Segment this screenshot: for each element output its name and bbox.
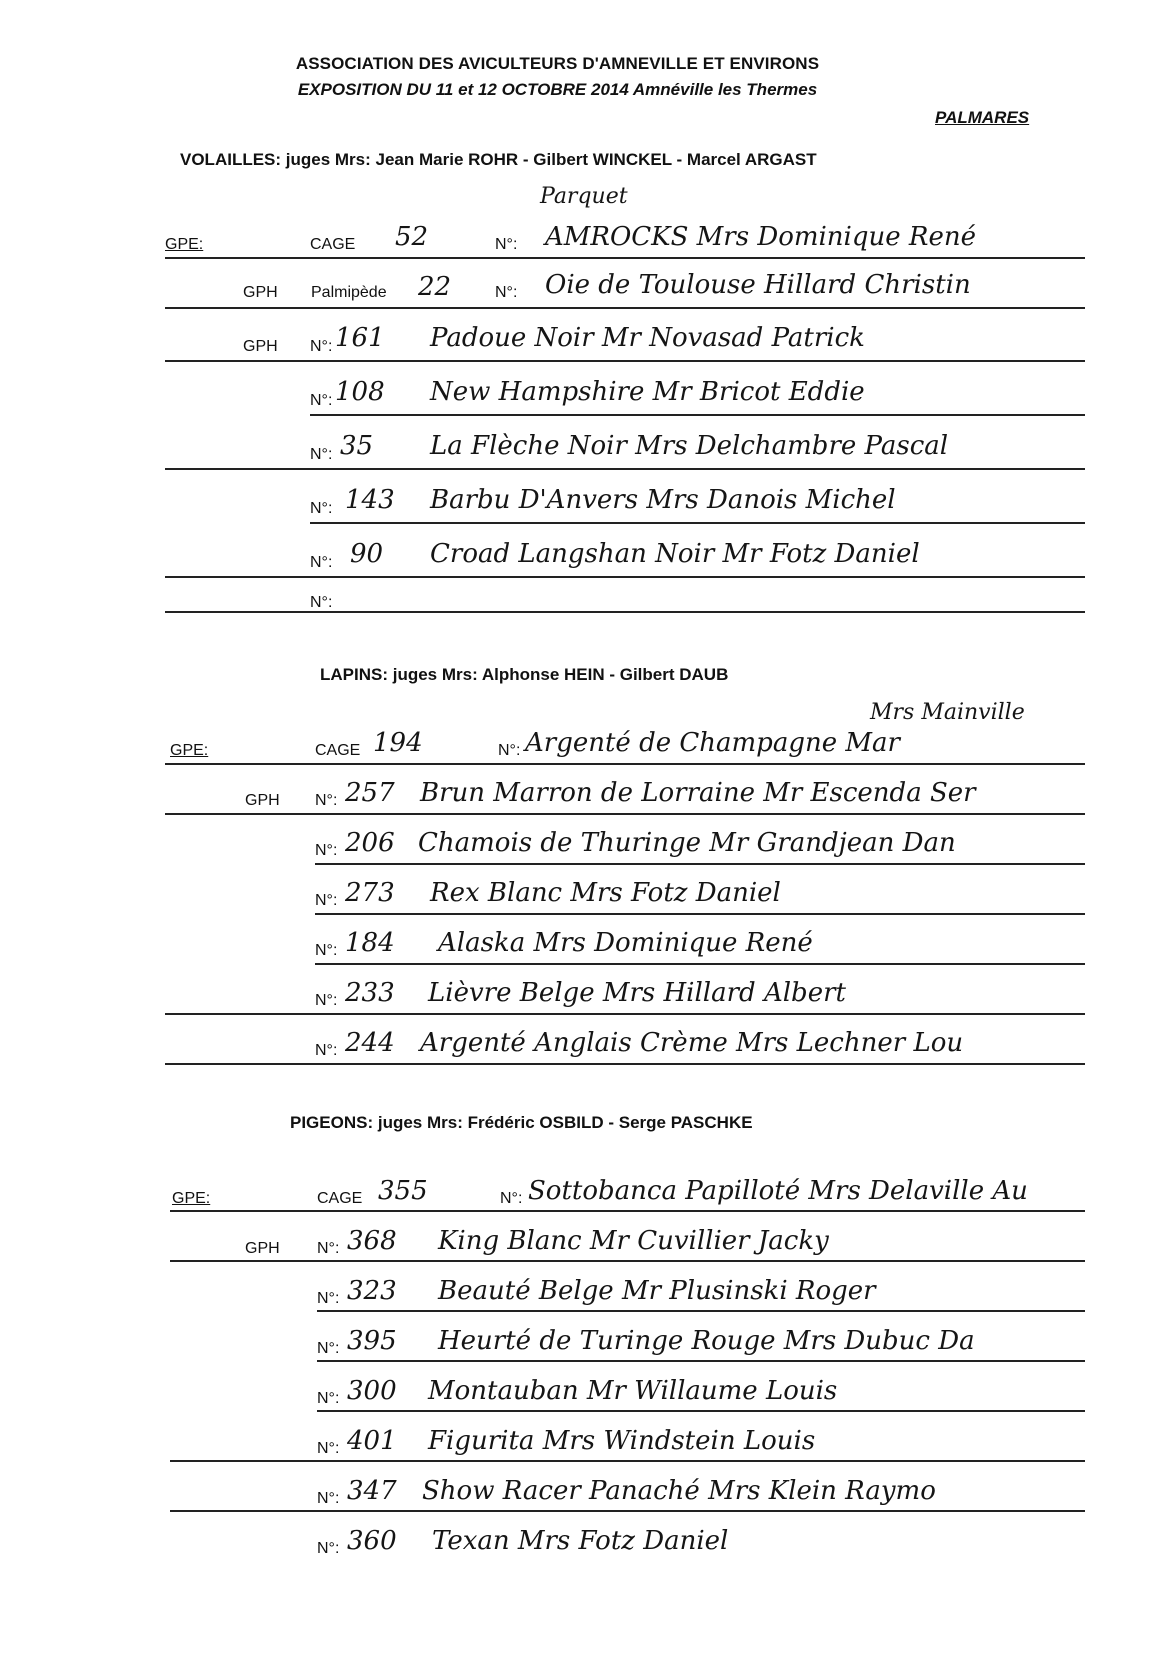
row-entry: Beauté Belge Mr Plusinski Roger <box>438 1276 876 1306</box>
row-entry: Show Racer Panaché Mrs Klein Raymo <box>422 1476 936 1506</box>
row-no-label: N°: <box>315 1042 338 1059</box>
pigeons-cage-label: CAGE <box>317 1190 363 1207</box>
volailles-gpe-label: GPE: <box>165 236 204 253</box>
lapins-gpe-line <box>165 763 1085 765</box>
row-no-label: N°: <box>310 392 333 409</box>
row-number: 395 <box>347 1326 397 1356</box>
lapins-gpe-label: GPE: <box>170 742 209 759</box>
row-number: 184 <box>345 928 395 958</box>
row-no-label: N°: <box>315 942 338 959</box>
row-line <box>165 1013 1085 1015</box>
row-line <box>310 522 1085 524</box>
row-number: 244 <box>345 1028 395 1058</box>
row-entry: Barbu D'Anvers Mrs Danois Michel <box>430 485 896 515</box>
volailles-heading: VOLAILLES: juges Mrs: Jean Marie ROHR - Gilbert WINCKEL - Marcel ARGAST <box>180 150 817 169</box>
row-no-label: N°: <box>310 554 333 571</box>
lapins-gpe-cage: 194 <box>373 728 423 758</box>
volailles-gpe-entry: AMROCKS Mrs Dominique René <box>545 222 977 252</box>
row-entry: New Hampshire Mr Bricot Eddie <box>430 377 865 407</box>
row-number: 360 <box>347 1526 397 1556</box>
pigeons-gpe-cage: 355 <box>378 1176 428 1206</box>
volailles-cage-label: CAGE <box>310 236 356 253</box>
row-number: 273 <box>345 878 395 908</box>
row-number: 401 <box>347 1426 397 1456</box>
volailles-parquet-note: Parquet <box>540 184 628 209</box>
pigeons-heading: PIGEONS: juges Mrs: Frédéric OSBILD - Serge PASCHKE <box>290 1113 753 1132</box>
row-number: 108 <box>335 377 385 407</box>
volailles-palmipede-label: Palmipède <box>311 284 387 301</box>
row-no-label: N°: <box>310 446 333 463</box>
row-number: 90 <box>350 539 384 569</box>
row-no-label: N°: <box>315 992 338 1009</box>
volailles-palmipede-entry: Oie de Toulouse Hillard Christin <box>545 270 971 300</box>
row-line <box>315 913 1085 915</box>
pigeons-gpe-no-label: N°: <box>500 1190 523 1207</box>
row-entry: La Flèche Noir Mrs Delchambre Pascal <box>430 431 949 461</box>
row-number: 323 <box>347 1276 397 1306</box>
pigeons-gph-label: GPH <box>245 1240 280 1257</box>
association-title: ASSOCIATION DES AVICULTEURS D'AMNEVILLE ET ENVIRONS <box>295 54 820 73</box>
row-no-label: N°: <box>310 338 333 355</box>
volailles-gph-label-2: GPH <box>243 338 278 355</box>
volailles-gpe-no-label: N°: <box>495 236 518 253</box>
exposition-subtitle: EXPOSITION DU 11 et 12 OCTOBRE 2014 Amnéville les Thermes <box>297 80 818 99</box>
row-entry: Montauban Mr Willaume Louis <box>428 1376 838 1406</box>
row-entry: Croad Langshan Noir Mr Fotz Daniel <box>430 539 920 569</box>
row-entry: Rex Blanc Mrs Fotz Daniel <box>430 878 781 908</box>
pigeons-gpe-line <box>170 1210 1085 1212</box>
row-line <box>315 963 1085 965</box>
row-line <box>170 1260 1085 1262</box>
row-number: 257 <box>345 778 395 808</box>
palmares-label: PALMARES <box>935 108 1030 127</box>
row-number: 233 <box>345 978 395 1008</box>
volailles-gpe-cage: 52 <box>395 222 429 252</box>
volailles-palmipede-no-label: N°: <box>495 284 518 301</box>
row-no-label: N°: <box>310 594 333 611</box>
row-line <box>317 1410 1085 1412</box>
row-no-label: N°: <box>310 500 333 517</box>
lapins-gpe-note: Mrs Mainville <box>870 700 1025 725</box>
row-entry: Heurté de Turinge Rouge Mrs Dubuc Da <box>438 1326 975 1356</box>
lapins-heading: LAPINS: juges Mrs: Alphonse HEIN - Gilbert DAUB <box>320 665 729 684</box>
row-line <box>165 360 1085 362</box>
row-entry: Alaska Mrs Dominique René <box>438 928 813 958</box>
row-line <box>310 414 1085 416</box>
pigeons-gpe-label: GPE: <box>172 1190 211 1207</box>
row-no-label: N°: <box>315 842 338 859</box>
row-number: 143 <box>345 485 395 515</box>
volailles-palmipede-line <box>165 307 1085 309</box>
row-no-label: N°: <box>317 1240 340 1257</box>
row-entry: King Blanc Mr Cuvillier Jacky <box>438 1226 829 1256</box>
row-line <box>317 1360 1085 1362</box>
row-no-label: N°: <box>317 1290 340 1307</box>
row-line <box>165 576 1085 578</box>
row-line <box>315 863 1085 865</box>
row-entry: Padoue Noir Mr Novasad Patrick <box>430 323 865 353</box>
pigeons-gpe-entry: Sottobanca Papilloté Mrs Delaville Au <box>528 1176 1028 1206</box>
row-number: 368 <box>347 1226 397 1256</box>
row-no-label: N°: <box>317 1390 340 1407</box>
lapins-gpe-no-label: N°: <box>498 742 521 759</box>
volailles-gph-label: GPH <box>243 284 278 301</box>
lapins-gph-label: GPH <box>245 792 280 809</box>
row-entry: Texan Mrs Fotz Daniel <box>432 1526 729 1556</box>
row-line <box>170 1460 1085 1462</box>
row-no-label: N°: <box>317 1540 340 1557</box>
row-number: 35 <box>340 431 374 461</box>
volailles-gpe-line <box>165 257 1085 259</box>
row-no-label: N°: <box>315 792 338 809</box>
row-line <box>165 813 1085 815</box>
row-no-label: N°: <box>315 892 338 909</box>
row-no-label: N°: <box>317 1340 340 1357</box>
row-number: 300 <box>347 1376 397 1406</box>
lapins-cage-label: CAGE <box>315 742 361 759</box>
lapins-gpe-entry: Argenté de Champagne Mar <box>525 728 900 758</box>
row-line <box>165 611 1085 613</box>
row-entry: Chamois de Thuringe Mr Grandjean Dan <box>418 828 956 858</box>
row-line <box>165 1063 1085 1065</box>
row-number: 206 <box>345 828 395 858</box>
row-entry: Lièvre Belge Mrs Hillard Albert <box>428 978 846 1008</box>
row-number: 347 <box>347 1476 397 1506</box>
row-line <box>317 1310 1085 1312</box>
row-no-label: N°: <box>317 1440 340 1457</box>
row-no-label: N°: <box>317 1490 340 1507</box>
row-line <box>165 468 1085 470</box>
row-line <box>170 1510 1085 1512</box>
volailles-palmipede-number: 22 <box>418 272 452 302</box>
row-entry: Figurita Mrs Windstein Louis <box>428 1426 816 1456</box>
row-entry: Argenté Anglais Crème Mrs Lechner Lou <box>420 1028 964 1058</box>
row-entry: Brun Marron de Lorraine Mr Escenda Ser <box>420 778 976 808</box>
row-number: 161 <box>335 323 385 353</box>
